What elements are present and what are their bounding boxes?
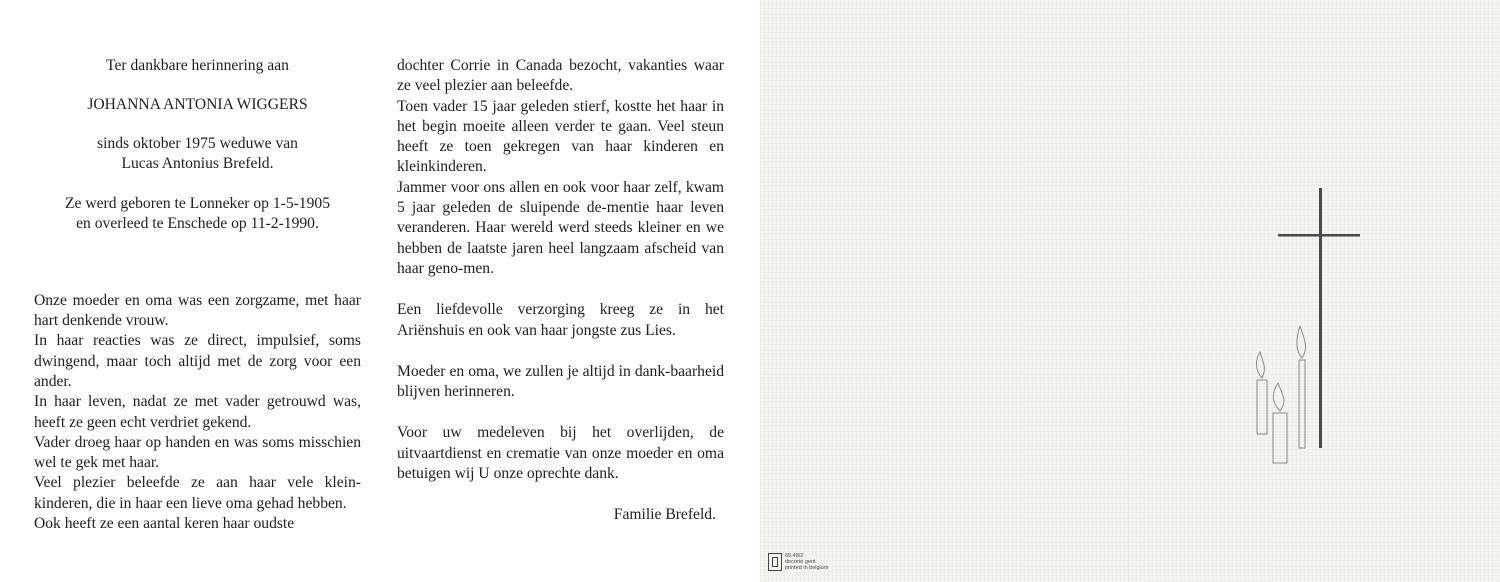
memorial-paragraph: Onze moeder en oma was een zorgzame, met haar hart denkende vrouw. (34, 291, 361, 330)
widow-line-2: Lucas Antonius Brefeld. (121, 154, 274, 172)
printer-imprint (768, 553, 828, 571)
memorial-paragraph: Ook heeft ze een aantal keren haar oudste (34, 515, 295, 533)
memorial-paragraph: Veel plezier beleefde ze aan haar vele klein-kinderen, die in haar een lieve oma gehad hebben. (34, 474, 361, 512)
memorial-paragraph: Jammer voor ons allen en ook voor haar zelf, kwam 5 jaar geleden de sluipende de-mentie haar leven veranderen. Haar wereld werd steeds kleiner en we hebben de laatste jaren heel langzaam afscheid van haar geno-men. (397, 178, 724, 277)
card-cover (760, 0, 1500, 582)
imprint-printed: printed in belgium (785, 565, 829, 571)
care-paragraph: Een liefdevolle verzorging kreeg ze in het Ariënshuis en ook van haar jongste zus Lies. (397, 301, 724, 339)
memorial-paragraph: Toen vader 15 jaar geleden stierf, kostte het haar in het begin moeite alleen verder te gaan. Veel steun heeft ze toen gekregen van haar kinderen en kleinkinderen. (397, 97, 724, 176)
cross-with-candles-icon (1240, 180, 1370, 470)
publisher-logo-icon (768, 553, 782, 571)
card-fold-line (1128, 0, 1129, 582)
remembrance-paragraph: Moeder en oma, we zullen je altijd in dank-baarheid blijven herinneren. (397, 362, 724, 401)
imprint-publisher: decorte gent (785, 559, 816, 565)
death-line: en overleed te Enschede op 11-2-1990. (76, 215, 319, 233)
memorial-paragraph: In haar reacties was ze direct, impulsief, soms dwingend, maar toch altijd met de zorg voor een ander. (34, 332, 361, 390)
birth-line: Ze werd geboren te Lonneker op 1-5-1905 (65, 195, 330, 213)
widow-line-1: sinds oktober 1975 weduwe van (97, 134, 298, 152)
intro-line: Ter dankbare herinnering aan (106, 57, 289, 74)
right-text-column (397, 56, 724, 526)
imprint-code: 60.48/2 (785, 553, 804, 559)
thanks-paragraph: Voor uw medeleven bij het overlijden, de uitvaartdienst en crematie van onze moeder en oma betuigen wij U onze oprechte dank. (397, 424, 724, 483)
family-signature: Familie Brefeld. (613, 506, 716, 524)
memorial-paragraph: Vader droeg haar op handen en was soms misschien wel te gek met haar. (34, 433, 361, 472)
deceased-name: JOHANNA ANTONIA WIGGERS (87, 96, 308, 114)
memorial-paragraph: dochter Corrie in Canada bezocht, vakanties waar ze veel plezier aan beleefde. (397, 57, 724, 95)
memorial-paragraph: In haar leven, nadat ze met vader getrouwd was, heeft ze geen echt verdriet gekend. (34, 393, 361, 431)
left-text-column (34, 56, 361, 534)
